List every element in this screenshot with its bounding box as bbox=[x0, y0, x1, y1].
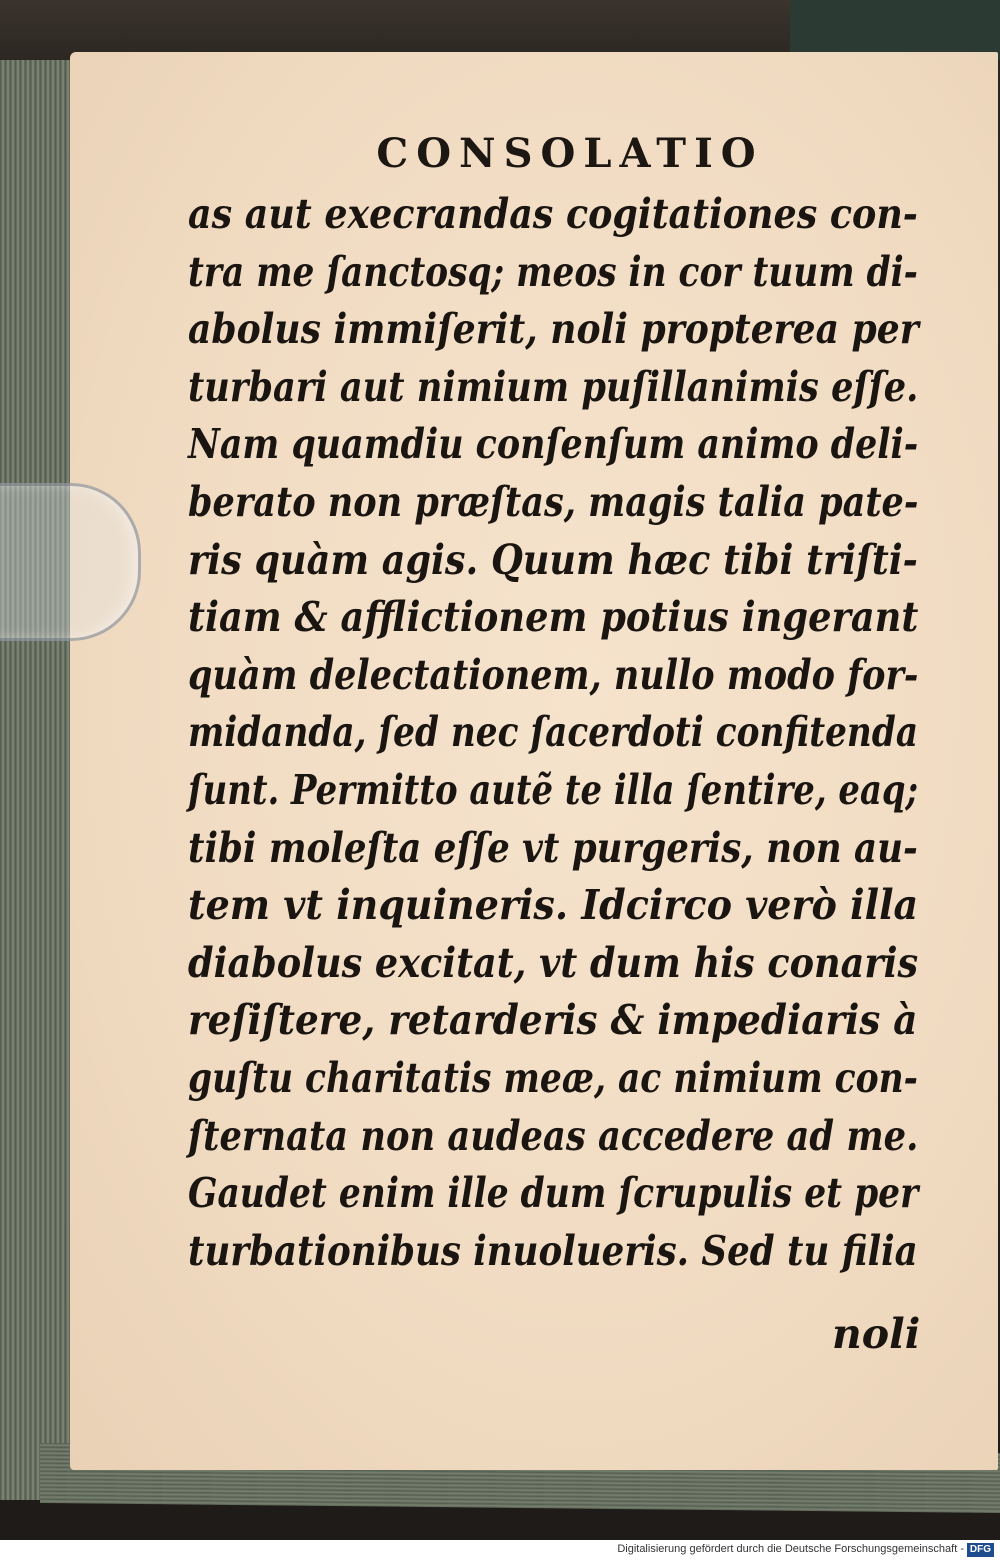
text-line: berato non præſtas, magis talia pate- bbox=[188, 477, 919, 526]
text-line: midanda, ſed nec ſacerdoti confitenda bbox=[188, 708, 919, 757]
text-line: turbationibus inuolueris. Sed tu filia bbox=[188, 1226, 918, 1275]
text-line: Gaudet enim ille dum ſcrupulis et per bbox=[188, 1169, 919, 1218]
text-line: ſternata non audeas accedere ad me. bbox=[188, 1111, 919, 1160]
book-cover-board bbox=[790, 0, 1000, 60]
body-text bbox=[188, 186, 918, 1280]
text-line: tem vt inquineris. Idcirco verò illa bbox=[188, 881, 919, 930]
page-edges-left bbox=[0, 60, 78, 1500]
text-line: quàm delectationem, nullo modo for- bbox=[188, 650, 919, 699]
running-head: CONSOLATIO bbox=[376, 130, 764, 177]
catchword: noli bbox=[832, 1310, 921, 1358]
text-line: ris quàm agis. Quum hæc tibi triſti- bbox=[188, 535, 918, 584]
text-line: diabolus excitat, vt dum his conaris bbox=[188, 938, 919, 987]
text-line: guſtu charitatis meæ, ac nimium con- bbox=[188, 1053, 918, 1102]
text-line: abolus immiſerit, noli propterea per bbox=[188, 305, 919, 354]
text-line: as aut execrandas cogitationes con- bbox=[188, 190, 918, 238]
dfg-logo-icon: DFG bbox=[967, 1543, 994, 1557]
page-holder-clip bbox=[0, 483, 141, 641]
text-line: tiam & afflictionem potius ingerant bbox=[188, 593, 919, 642]
funding-credit: Digitalisierung gefördert durch die Deutsche Forschungsgemeinschaft - bbox=[617, 1543, 964, 1555]
text-line: reſiſtere, retarderis & impediaris à bbox=[188, 996, 918, 1045]
text-line: Nam quamdiu conſenſum animo deli- bbox=[188, 420, 919, 469]
text-line: ſunt. Permitto autẽ te illa ſentire, eaq; bbox=[188, 765, 919, 814]
text-line: tibi moleſta eſſe vt purgeris, non au- bbox=[188, 823, 918, 872]
text-line: tra me ſanctosq; meos in cor tuum di- bbox=[188, 247, 918, 296]
text-line: turbari aut nimium puſillanimis eſſe. bbox=[188, 362, 919, 411]
